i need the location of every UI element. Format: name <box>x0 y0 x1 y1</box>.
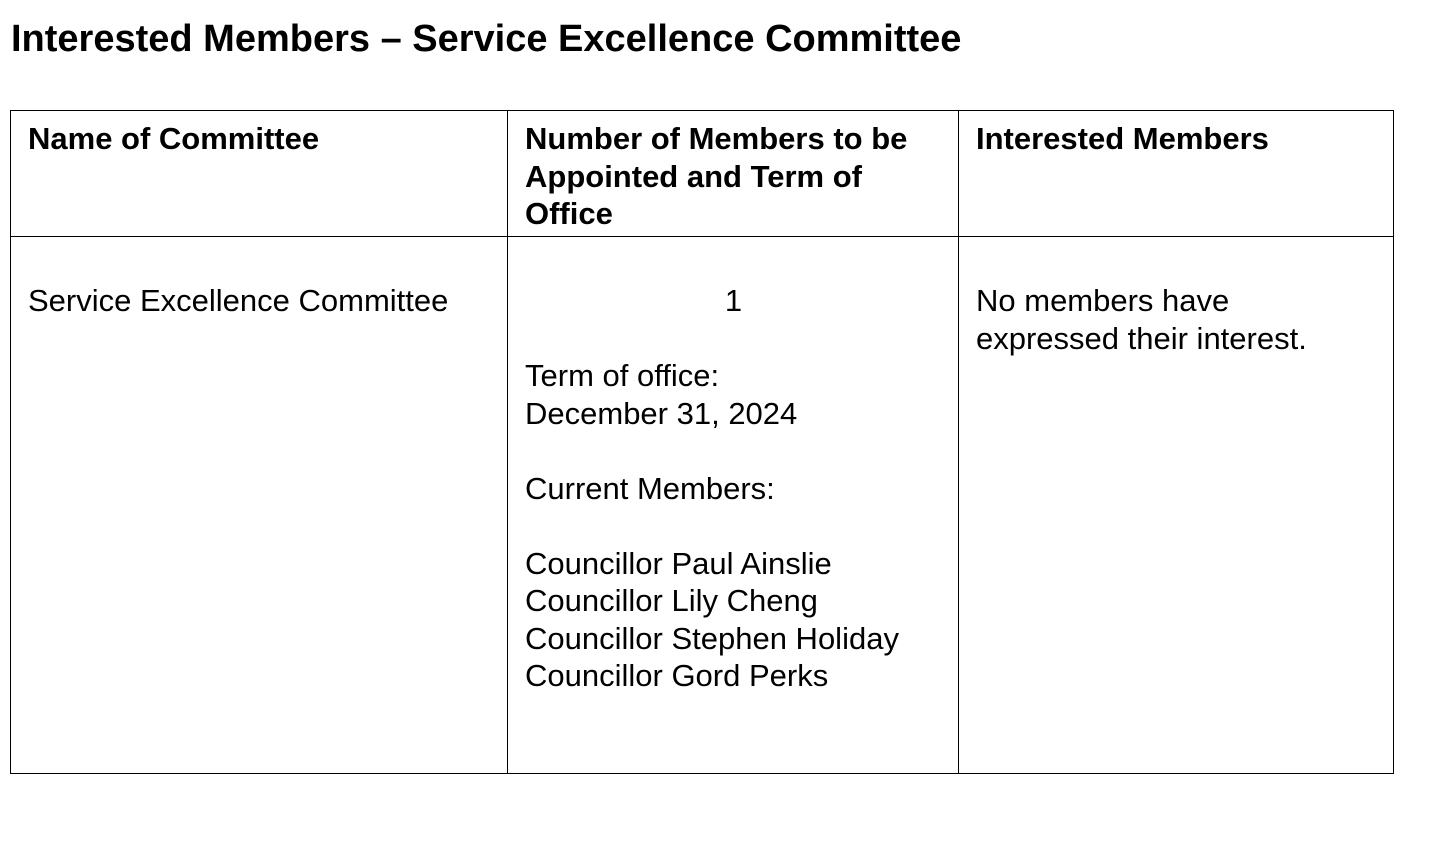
header-label: Interested Members <box>976 121 1269 156</box>
header-cell-interested-members <box>959 111 1394 237</box>
committee-table <box>10 110 1394 774</box>
table-row <box>11 237 1394 774</box>
term-date: December 31, 2024 <box>525 395 798 431</box>
interested-members-text: No members have expressed their interest. <box>976 283 1307 356</box>
members-and-term-block <box>508 237 958 695</box>
cell-interested-members <box>959 237 1394 774</box>
current-member-item: Councillor Gord Perks <box>525 658 829 693</box>
committee-name-text: Service Excellence Committee <box>28 283 449 318</box>
table-header-row <box>11 111 1394 237</box>
cell-members-and-term <box>508 237 959 774</box>
current-member-item: Councillor Paul Ainslie <box>525 545 832 581</box>
members-to-appoint-count: 1 <box>724 283 743 318</box>
header-label: Number of Members to be Appointed and Term of Office <box>525 121 908 231</box>
header-cell-committee-name <box>11 111 508 237</box>
term-label: Term of office: <box>525 358 720 393</box>
current-member-item: Councillor Lily Cheng <box>525 583 818 618</box>
current-member-item: Councillor Stephen Holiday <box>525 620 899 656</box>
cell-committee-name <box>11 237 508 774</box>
header-label: Name of Committee <box>28 121 320 156</box>
header-cell-members-and-term <box>508 111 959 237</box>
document-title: Interested Members – Service Excellence Committee <box>11 18 962 60</box>
current-members-label: Current Members: <box>525 470 775 506</box>
